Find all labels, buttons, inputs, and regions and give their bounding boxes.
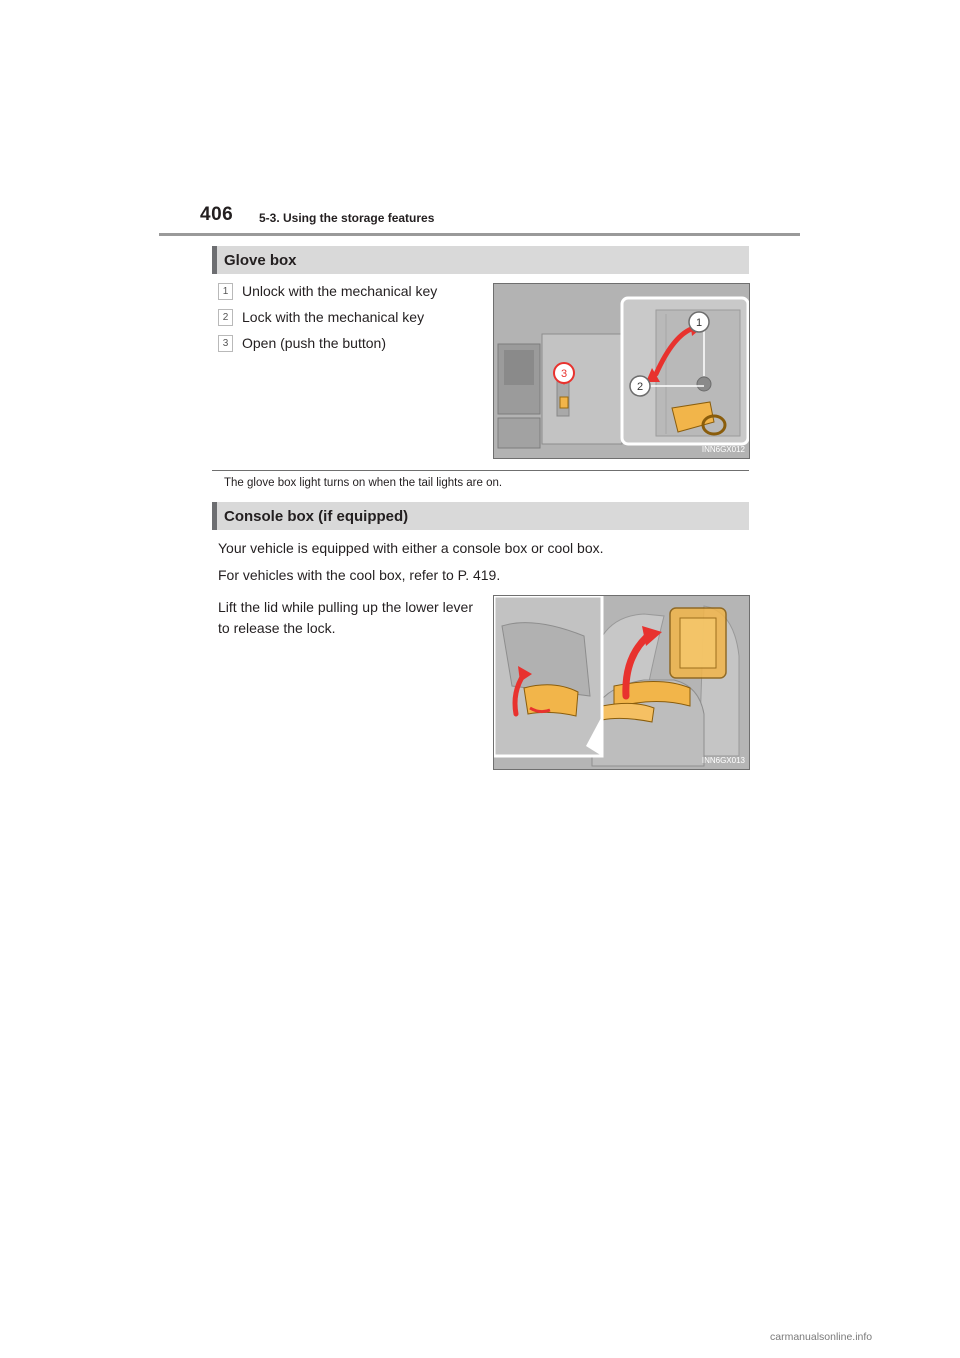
figure-code: INN6GX012 <box>701 445 745 454</box>
console-paragraph-1: Your vehicle is equipped with either a console box or cool box. <box>218 540 604 556</box>
callout-3: 3 <box>560 368 568 380</box>
glove-box-title: Glove box <box>224 252 297 269</box>
step-label-1: Unlock with the mechanical key <box>242 283 438 299</box>
callout-1: 1 <box>695 317 703 329</box>
page-number: 406 <box>200 204 234 225</box>
glove-box-note: The glove box light turns on when the tail lights are on. <box>224 477 503 489</box>
console-box-title: Console box (if equipped) <box>224 508 409 525</box>
section-label: 5-3. Using the storage features <box>259 211 435 225</box>
console-paragraph-2: For vehicles with the cool box, refer to P. 419. <box>218 567 501 583</box>
glove-box-heading <box>212 246 749 274</box>
step-number-1: 1 <box>218 283 233 300</box>
step-number-2: 2 <box>218 309 233 326</box>
console-box-heading <box>212 502 749 530</box>
console-box-illustration <box>493 595 750 770</box>
watermark: carmanualsonline.info <box>770 1331 873 1343</box>
page-header <box>159 198 799 236</box>
console-paragraph-3: Lift the lid while pulling up the lower lever to release the lock. <box>218 599 473 636</box>
step-number-3: 3 <box>218 335 233 352</box>
figure-code: INN6GX013 <box>701 756 745 765</box>
glove-box-drawing <box>494 284 749 458</box>
console-box-drawing <box>494 596 749 769</box>
glove-box-illustration <box>493 283 750 459</box>
note-divider <box>212 470 749 471</box>
step-label-2: Lock with the mechanical key <box>242 309 425 325</box>
step-label-3: Open (push the button) <box>242 335 386 351</box>
callout-2: 2 <box>636 381 644 393</box>
header-divider <box>159 233 800 236</box>
